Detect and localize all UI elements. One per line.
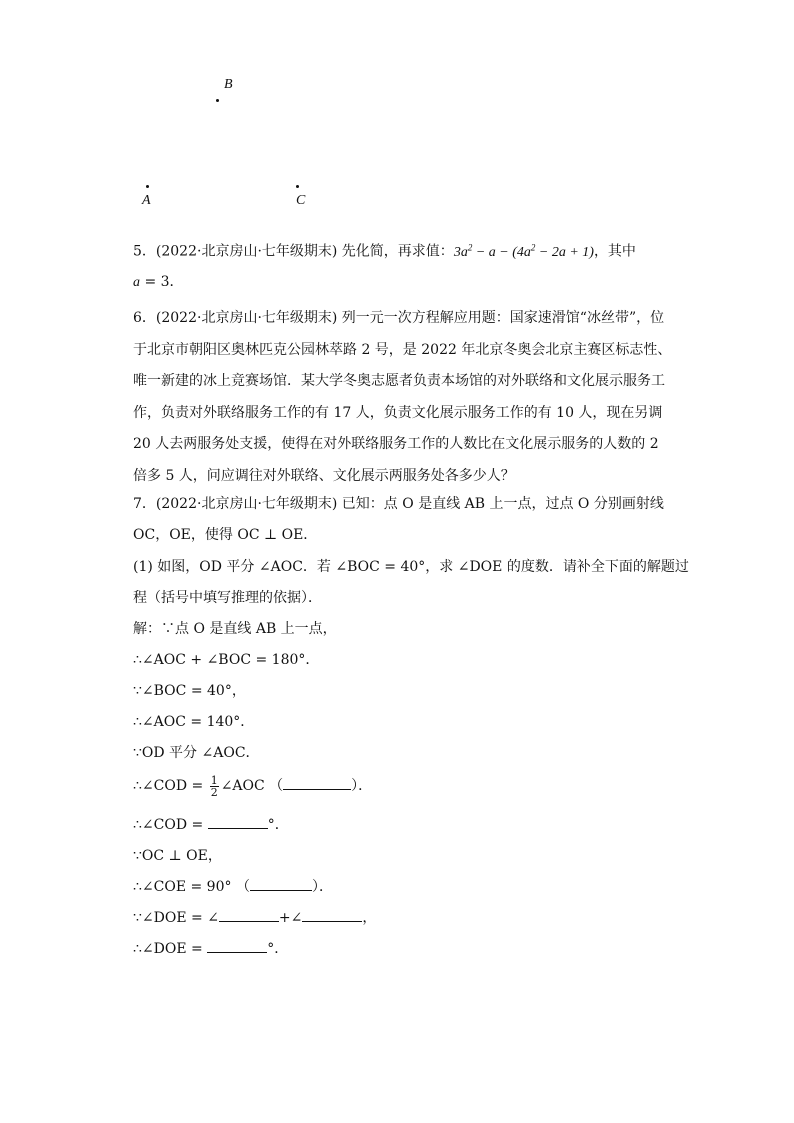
question-5 <box>133 237 636 263</box>
solution-step-2: ∴∠AOC + ∠BOC = 180°． <box>133 652 320 668</box>
point-c-dot <box>296 185 299 188</box>
solution-step-3: ∵∠BOC = 40°， <box>133 683 246 699</box>
point-a-dot <box>146 185 149 188</box>
q7-part-1-line-b: 程（括号中填写推理的依据）． <box>133 590 322 606</box>
q7-line-1: 7．(2022·北京房山·七年级期末) 已知：点 O 是直线 AB 上一点，过点 O 分别画射线 <box>133 496 664 512</box>
solution-step-4: ∴∠AOC = 140°． <box>133 714 255 730</box>
angle-blank-2[interactable] <box>302 909 362 922</box>
point-b-dot <box>216 99 219 102</box>
reason-blank-1[interactable] <box>283 777 351 790</box>
solution-step-1: 解：∵点 O 是直线 AB 上一点， <box>133 621 337 637</box>
solution-step-11: ∴∠DOE = °． <box>133 941 289 957</box>
point-c-label: C <box>296 193 306 208</box>
one-half-fraction: $\frac{1}{2}$ <box>210 773 218 799</box>
q5-condition: a = 3． <box>133 274 184 290</box>
q5-suffix: ，其中 <box>593 243 636 260</box>
doe-value-blank[interactable] <box>207 940 267 953</box>
solution-step-8: ∵OC ⊥ OE， <box>133 848 222 864</box>
q5-expr: $3a^2 - a - (4a^2 - 2a + 1)$ <box>453 242 594 260</box>
solution-step-10: ∵∠DOE = ∠ +∠ ， <box>133 910 377 926</box>
solution-step-7: ∴∠COD = °． <box>133 817 289 833</box>
solution-step-6: ∴∠COD = $\frac{1}{2}$ ∠AOC （ ）． <box>133 773 373 799</box>
question-6: 6．(2022·北京房山·七年级期末) 列一元一次方程解应用题：国家速滑馆“冰丝带”，位于北京市朝阳区奥林匹克公园林萃路 2 号，是 2022 年北京冬奥会北京主赛区标志性、唯一新建的冰上竞赛场馆．某大学冬奥志愿者负责本场馆的对外联络和文化展示服务工作，负责对外联络服务工作的有 17 人，负责文化展示服务工作的有 10 人，现在另调 20 人去两服务处支援，使得在对外联络服务工作的人数比在文化展示服务的人数的 2 倍多 5 人，问应调往对外联络、文化展示两服务处各多少人？ <box>133 310 672 484</box>
angle-blank-1[interactable] <box>219 909 279 922</box>
point-b-label: B <box>224 77 233 92</box>
reason-blank-2[interactable] <box>250 878 312 891</box>
solution-step-9: ∴∠COE = 90° （ ）． <box>133 879 333 895</box>
q5-prefix: 5．(2022·北京房山·七年级期末) 先化简，再求值： <box>133 243 454 260</box>
point-a-label: A <box>142 193 151 208</box>
q7-part-1-line-a: (1) 如图，OD 平分 ∠AOC．若 ∠BOC = 40°，求 ∠DOE 的度数．请补全下面的解题过 <box>133 559 689 575</box>
q7-line-2: OC，OE，使得 OC ⊥ OE． <box>133 527 318 543</box>
solution-step-5: ∵OD 平分 ∠AOC． <box>133 745 260 761</box>
cod-value-blank[interactable] <box>208 816 268 829</box>
